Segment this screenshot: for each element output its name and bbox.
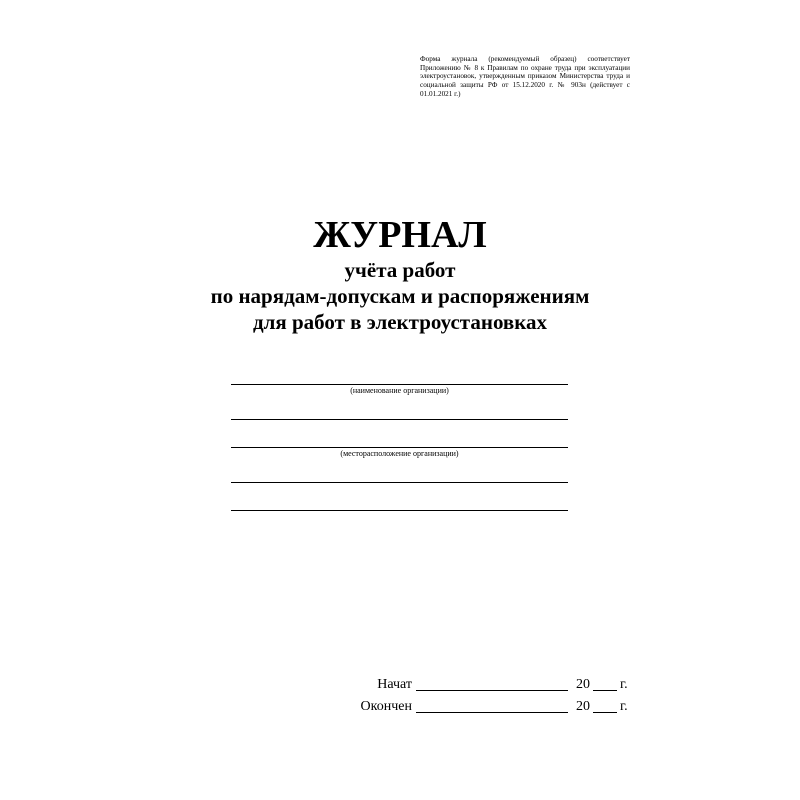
started-label: Начат — [377, 677, 412, 692]
org-name-caption: (наименование организации) — [350, 386, 449, 395]
form-reference-note: Форма журнала (рекомендуемый образец) соответствует Приложению № 8 к Правилам по охране труда при эксплуатации электроустановок, утвержденным приказом Министерства труда и социальной защиты РФ от 15.12.2020 г. № 903н (действует с 01.01.2021 г.) — [420, 55, 630, 98]
ended-year-blank — [593, 698, 617, 713]
ended-date-blank — [416, 698, 568, 713]
started-date-blank — [416, 676, 568, 691]
org-name-line — [231, 384, 568, 385]
started-year-suffix: г. — [620, 677, 628, 692]
org-location-line — [231, 447, 568, 448]
org-location-line-2 — [231, 482, 568, 483]
journal-subtitle-line-3: для работ в электроустановках — [252, 310, 548, 334]
org-name-line-2 — [231, 419, 568, 420]
org-location-line-3 — [231, 510, 568, 511]
started-year-prefix: 20 — [576, 677, 590, 692]
ended-year-prefix: 20 — [576, 699, 590, 714]
ended-label: Окончен — [360, 699, 412, 714]
ended-year-suffix: г. — [620, 699, 628, 714]
journal-subtitle-line-2: по нарядам-допускам и распоряжениям — [210, 284, 590, 308]
started-year-blank — [593, 676, 617, 691]
org-location-caption: (месторасположение организации) — [340, 449, 459, 458]
journal-subtitle-line-1: учёта работ — [344, 258, 456, 282]
journal-title: ЖУРНАЛ — [313, 214, 487, 256]
